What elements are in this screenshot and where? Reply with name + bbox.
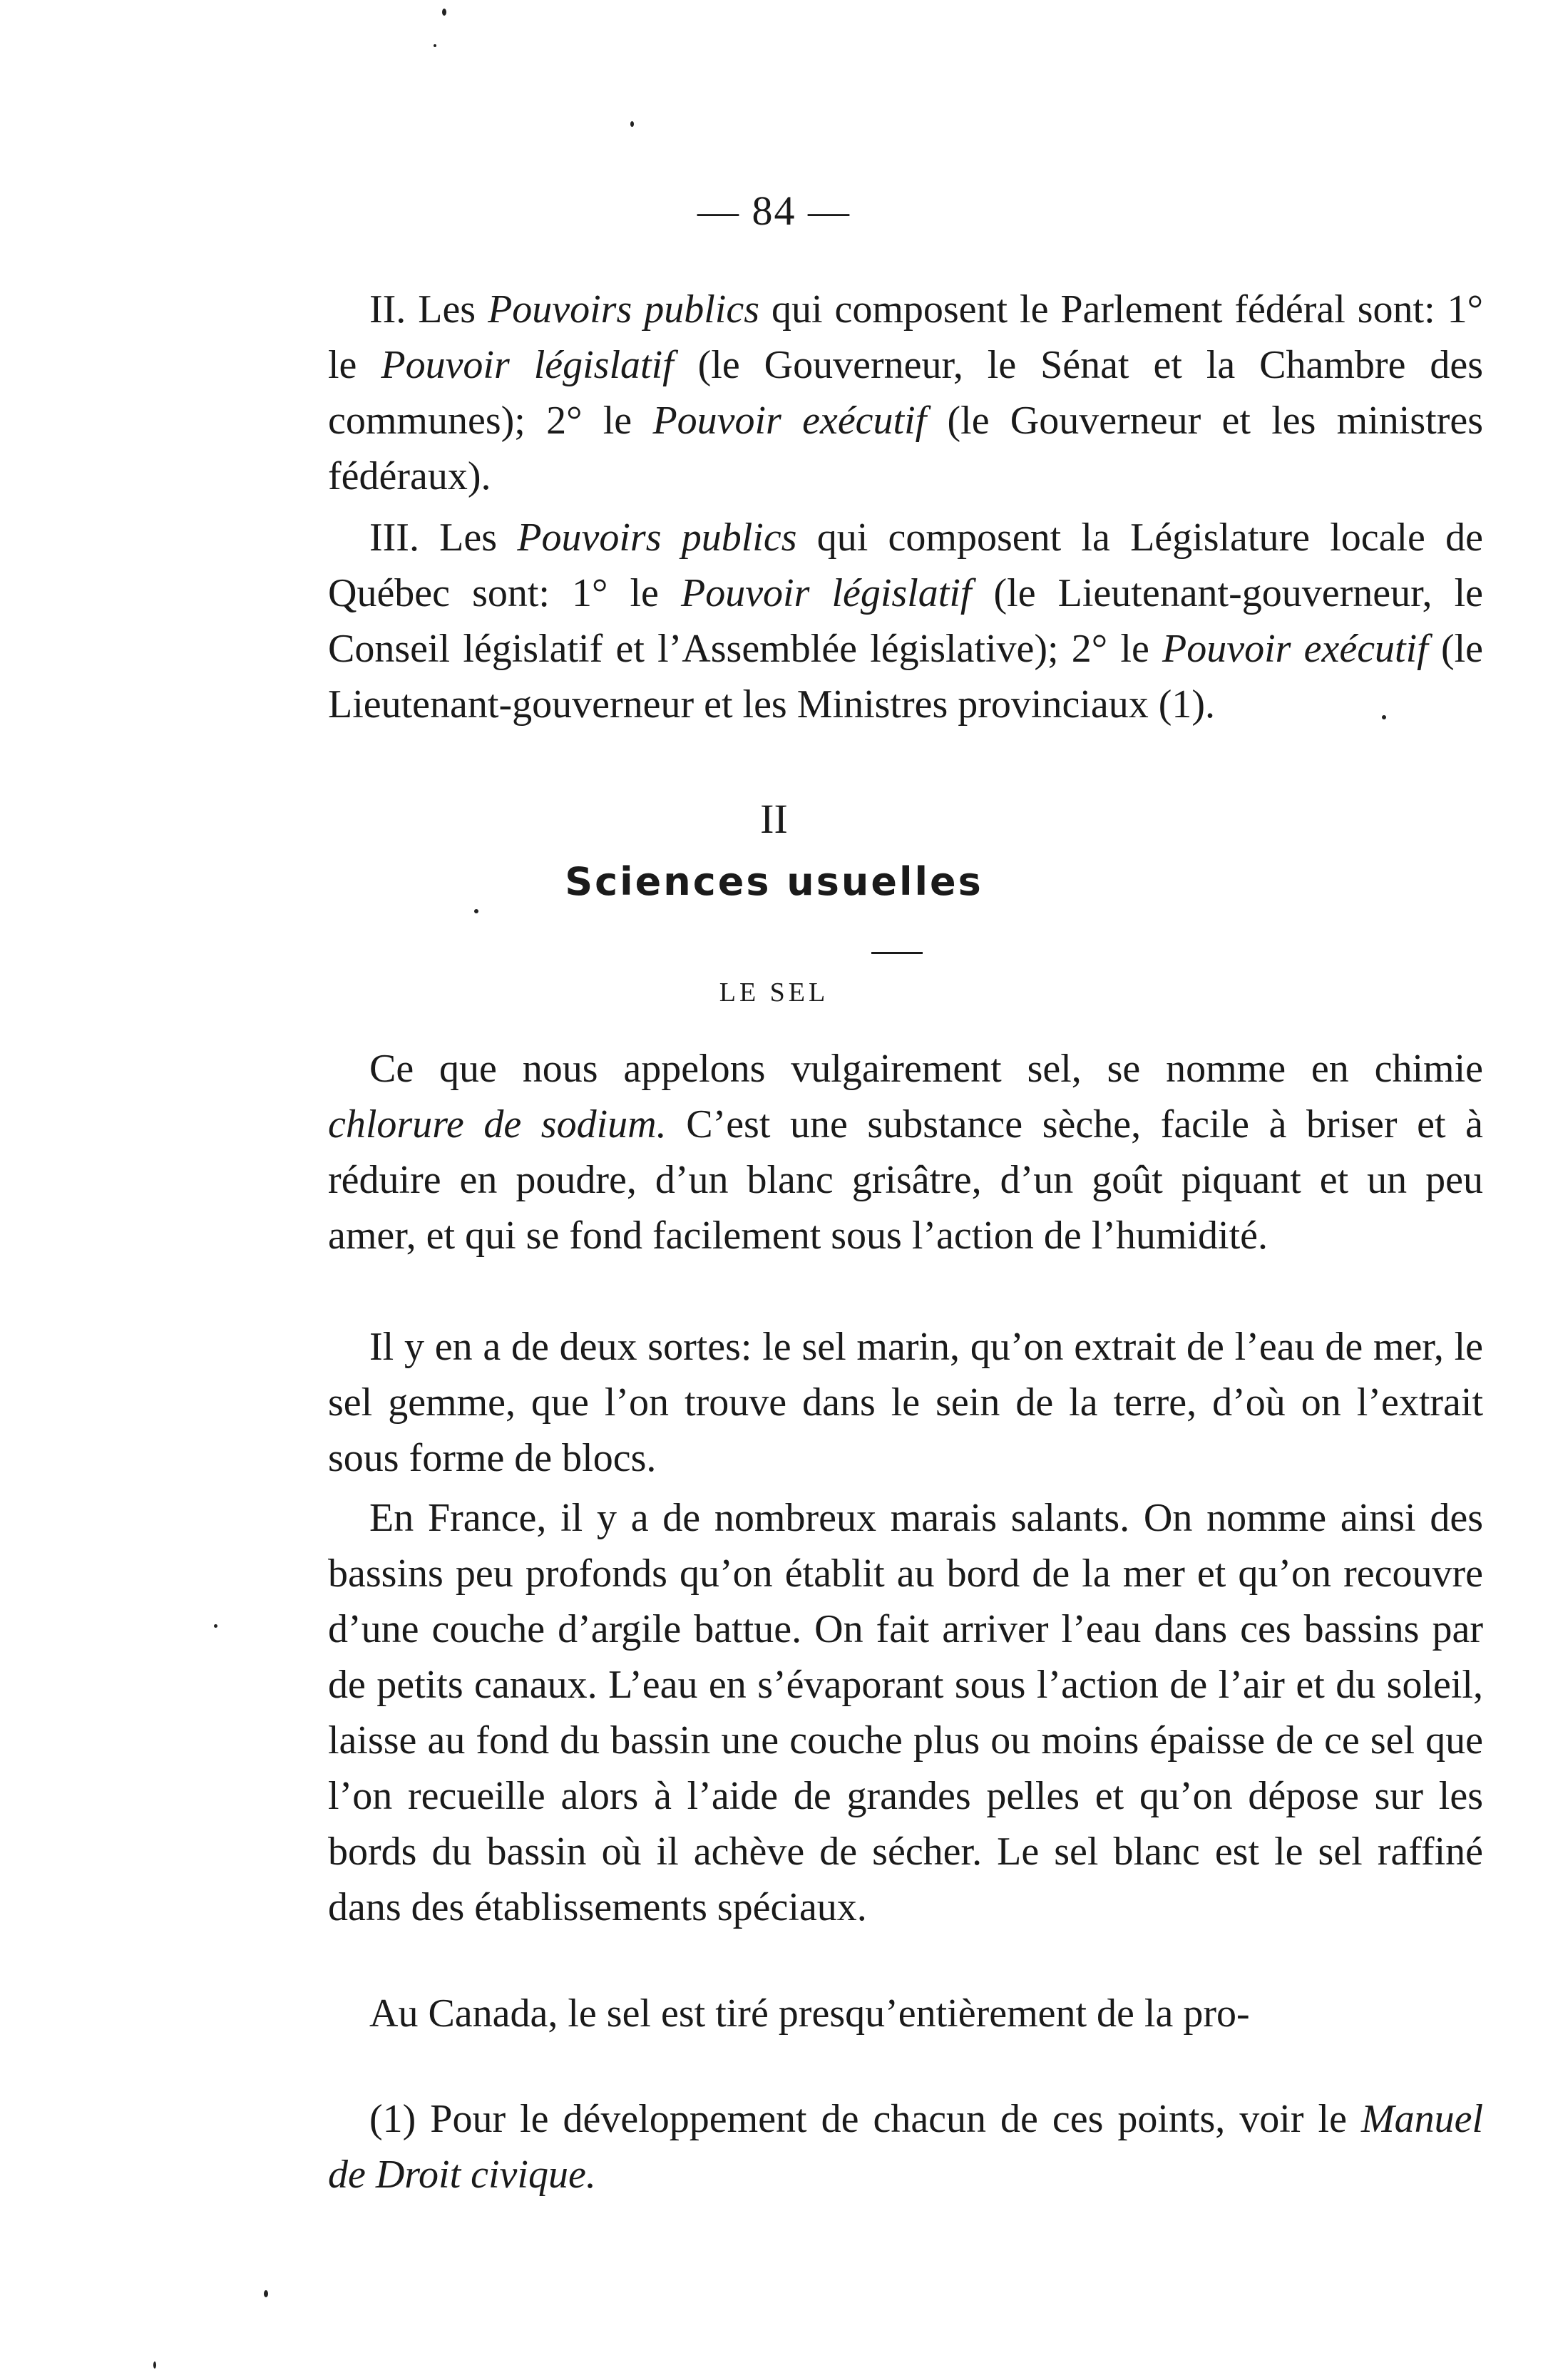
paragraph-pouvoirs-quebec bbox=[328, 510, 1483, 732]
paragraph-pouvoirs-federal bbox=[328, 282, 1483, 504]
emphasis-text: Manuel de Droit civique. bbox=[328, 2097, 1483, 2197]
print-speck bbox=[442, 9, 446, 16]
print-speck bbox=[434, 44, 436, 47]
emphasis-text: Pouvoirs publics bbox=[488, 287, 759, 332]
print-speck bbox=[630, 121, 634, 127]
paragraph-text: C’est une substance sèche, facile à briser et à réduire en poudre, d’un blanc grisâtre, d’un goût piquant et un peu amer, et qui se fond facilement sous l’action de l’humidité. bbox=[328, 1102, 1483, 1258]
section-title: Sciences usuelles bbox=[565, 859, 983, 904]
page-number: — 84 — bbox=[697, 188, 851, 234]
paragraph-text: (le Gouverneur et les ministres fédéraux). bbox=[328, 399, 1483, 498]
footnote bbox=[328, 2091, 1483, 2202]
paragraph-text: Ce que nous appelons vulgairement sel, se nomme en chimie bbox=[369, 1047, 1483, 1091]
sel-paragraph-canada bbox=[328, 1986, 1483, 2041]
sel-paragraph-sortes bbox=[328, 1319, 1483, 1486]
print-speck bbox=[214, 1624, 217, 1628]
paragraph: Au Canada, le sel est tiré presqu’entièrement de la pro- bbox=[369, 1991, 1250, 2036]
emphasis-text: Pouvoir législatif bbox=[680, 571, 972, 615]
emphasis-text: Pouvoir exécutif bbox=[1162, 627, 1428, 671]
print-speck bbox=[264, 2290, 268, 2297]
paragraph bbox=[328, 1041, 1483, 1263]
paragraph-text: qui composent la Législature locale de Québec sont: 1° le bbox=[328, 516, 1483, 615]
print-speck bbox=[474, 909, 478, 913]
section-number: II bbox=[760, 796, 788, 842]
sel-paragraph-france bbox=[328, 1490, 1483, 1935]
print-speck bbox=[153, 2361, 156, 2369]
emphasis-text: Pouvoirs publics bbox=[517, 516, 797, 560]
emphasis-text: Pouvoir exécutif bbox=[652, 399, 927, 443]
emphasis-text: chlorure de sodium. bbox=[328, 1102, 667, 1147]
footnote-text bbox=[328, 2091, 1483, 2202]
paragraph-text: (1) Pour le développement de chacun de ces points, voir le bbox=[369, 2097, 1361, 2141]
paragraph-text: (le Lieutenant-gouverneur, le Conseil législatif et l’Assemblée législative); 2° le bbox=[328, 571, 1483, 671]
paragraph-text: (le Lieutenant-gouverneur et les Ministres provinciaux (1). bbox=[328, 627, 1484, 727]
emphasis-text: Pouvoir législatif bbox=[381, 343, 674, 387]
paragraph: En France, il y a de nombreux marais salants. On nomme ainsi des bassins peu profonds qu’on établit au bord de la mer et qu’on recouvre d’une couche d’argile battue. On fait arriver l’eau dans ces bassins par de petits canaux. L’eau en s’évaporant sous l’action de l’air et du soleil, laisse au fond du bassin une couche plus ou moins épaisse de ce sel que l’on recueille alors à l’aide de grandes pelles et qu’on dépose sur les bords du bassin où il achève de sécher. Le sel blanc est le sel raffiné dans des établissements spéciaux. bbox=[328, 1496, 1483, 1929]
pouvoirs-section bbox=[328, 282, 1483, 732]
divider bbox=[871, 952, 923, 954]
print-speck bbox=[1382, 715, 1386, 719]
paragraph-text: qui composent le Parlement fédéral sont: 1° le bbox=[328, 287, 1484, 387]
paragraph: Il y en a de deux sortes: le sel marin, qu’on extrait de l’eau de mer, le sel gemme, que l’on trouve dans le sein de la terre, d’où on l’extrait sous forme de blocs. bbox=[328, 1325, 1483, 1480]
sel-paragraph-definition bbox=[328, 1041, 1483, 1263]
section-subtitle: LE SEL bbox=[719, 978, 829, 1007]
paragraph-lead: III. Les bbox=[369, 516, 518, 560]
paragraph-text: (le Gouverneur, le Sénat et la Chambre des communes); 2° le bbox=[328, 343, 1484, 443]
paragraph-lead: II. Les bbox=[369, 287, 488, 332]
